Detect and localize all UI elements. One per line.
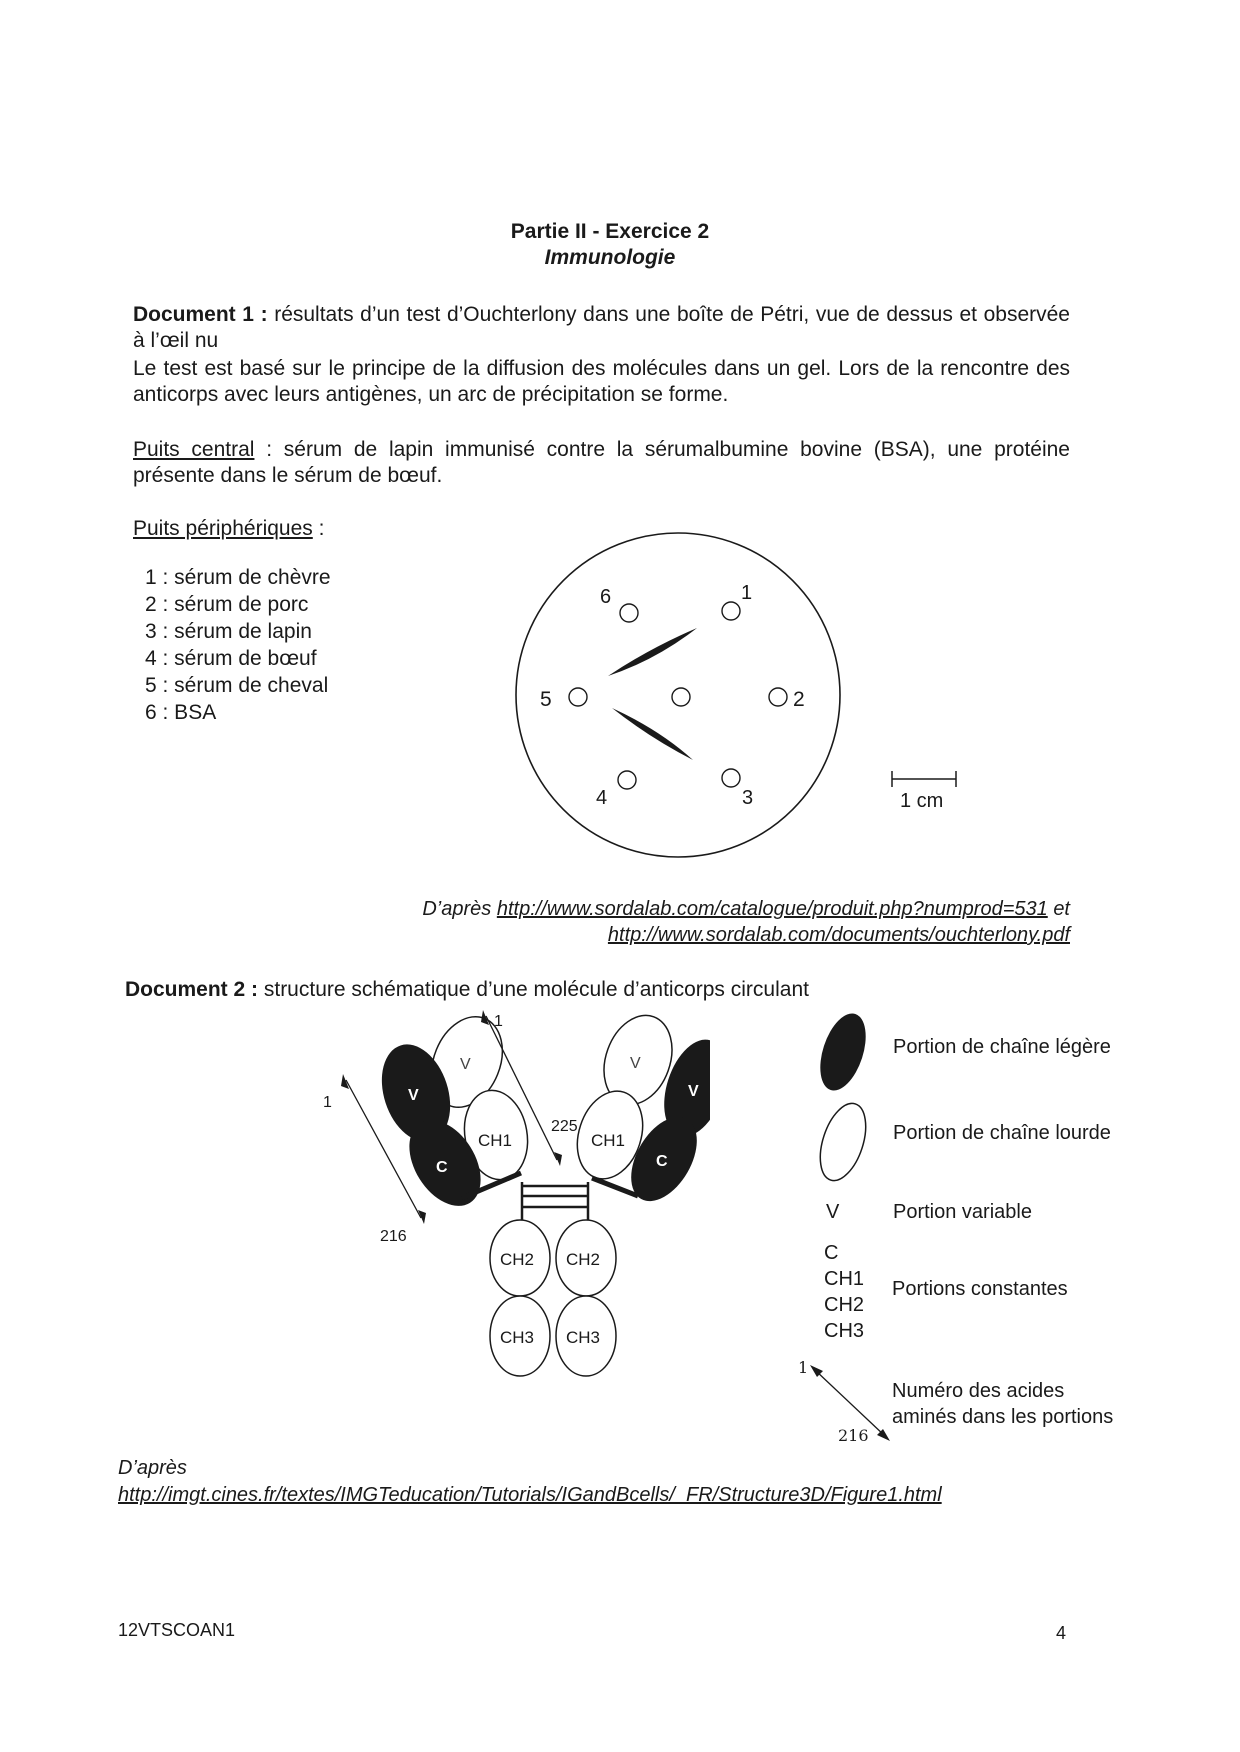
legend-ch3-symbol: CH3: [824, 1320, 865, 1342]
list-item: 3 : sérum de lapin: [145, 620, 312, 643]
wells-list: [145, 564, 331, 726]
legend-variable-label: Portion variable: [893, 1201, 1032, 1223]
legend-c-symbol: C: [824, 1242, 839, 1264]
label-ch2-left: CH2: [500, 1250, 535, 1269]
petri-dish-figure: [500, 530, 980, 870]
precipitation-arc-upper: [608, 628, 697, 676]
page-number: 4: [1056, 1623, 1067, 1643]
label-c-light-left: C: [436, 1159, 448, 1176]
peripheral-wells-colon: :: [312, 517, 325, 540]
list-item: 4 : sérum de bœuf: [145, 647, 317, 670]
well-1: [722, 602, 740, 620]
well-number-4: 4: [596, 787, 608, 809]
exercise-title: Partie II - Exercice 2: [510, 220, 710, 243]
doc1-caption: [133, 302, 1070, 354]
well-number-2: 2: [793, 688, 805, 711]
well-number-6: 6: [600, 586, 612, 608]
label-ch3-left: CH3: [500, 1328, 535, 1347]
doc1-source-link-1[interactable]: http://www.sordalab.com/catalogue/produit.php?numprod=531: [496, 898, 1048, 920]
central-well-label: Puits central: [133, 438, 255, 461]
list-item: 2 : sérum de porc: [145, 593, 309, 616]
petri-dish: [516, 533, 840, 857]
central-well: [672, 688, 690, 706]
footer-code: 12VTSCOAN1: [118, 1620, 236, 1640]
legend-heavy-chain-icon: [812, 1098, 870, 1186]
doc2-caption-text: structure schématique d’une molécule d’anticorps circulant: [263, 978, 809, 1001]
scale-label: 1 cm: [900, 790, 944, 812]
well-number-5: 5: [540, 688, 552, 711]
well-2: [769, 688, 787, 706]
list-item: 5 : sérum de cheval: [145, 674, 329, 697]
legend-arrow-start: 1: [798, 1358, 809, 1377]
label-v-heavy-right: V: [630, 1055, 641, 1072]
legend-light-chain-label: Portion de chaîne légère: [893, 1036, 1111, 1058]
doc1-source-link-2[interactable]: http://www.sordalab.com/documents/ouchterlony.pdf: [607, 924, 1070, 946]
doc1-caption-text: résultats d’un test d’Ouchterlony dans une boîte de Pétri, vue de dessus et observée à l’œil nu: [133, 303, 1070, 352]
legend-ch2-symbol: CH2: [824, 1294, 865, 1316]
doc1-source: [370, 898, 1070, 921]
legend-numbering-line2: aminés dans les portions: [892, 1406, 1114, 1428]
legend-arrow-end: 216: [838, 1426, 869, 1445]
legend-heavy-chain-label: Portion de chaîne lourde: [893, 1122, 1111, 1144]
doc1-label: Document 1 :: [133, 303, 268, 326]
label-ch3-right: CH3: [566, 1328, 601, 1347]
arrow-label-225-heavy: 225: [551, 1118, 578, 1135]
label-ch2-right: CH2: [566, 1250, 601, 1269]
central-well-desc: : sérum de lapin immunisé contre la sérumalbumine bovine (BSA), une protéine présente dans le sérum de bœuf.: [133, 438, 1070, 487]
label-ch1-left: CH1: [478, 1131, 513, 1150]
legend-numbering-line1: Numéro des acides: [892, 1380, 1065, 1402]
legend-constant-label: Portions constantes: [892, 1278, 1068, 1300]
doc1-source-prefix: D’après: [422, 898, 492, 920]
legend-v-symbol: V: [826, 1201, 840, 1223]
doc2-source-link[interactable]: http://imgt.cines.fr/textes/IMGTeducation/Tutorials/IGandBcells/_FR/Structure3D/Figure1.html: [118, 1484, 942, 1506]
doc2-source: [118, 1484, 942, 1507]
precipitation-arc-lower: [612, 708, 693, 760]
scale-bar: [892, 771, 956, 787]
antibody-diagram: [300, 1000, 710, 1400]
well-3: [722, 769, 740, 787]
well-5: [569, 688, 587, 706]
arrow-label-1-light: 1: [323, 1094, 332, 1111]
label-ch1-right: CH1: [591, 1131, 626, 1150]
legend-numbering-label: [892, 1378, 1113, 1430]
doc1-source-2: [370, 924, 1070, 947]
legend-ch1-symbol: CH1: [824, 1268, 865, 1290]
list-item: 1 : sérum de chèvre: [145, 566, 331, 589]
doc2-label: Document 2 :: [125, 978, 259, 1001]
arrow-label-1-heavy: 1: [494, 1013, 503, 1030]
label-c-light-right: C: [656, 1153, 668, 1170]
peripheral-wells-heading: [133, 516, 324, 542]
well-number-3: 3: [742, 787, 754, 809]
well-6: [620, 604, 638, 622]
central-well-text: [133, 437, 1070, 489]
well-4: [618, 771, 636, 789]
label-v-light-left: V: [408, 1087, 419, 1104]
doc1-source-joiner: et: [1053, 898, 1070, 920]
well-number-1: 1: [741, 582, 753, 604]
hinge-region: [522, 1182, 588, 1220]
label-v-heavy-left: V: [460, 1056, 471, 1073]
peripheral-wells-label: Puits périphériques: [133, 517, 313, 540]
legend-constant-symbols: [824, 1240, 864, 1344]
arrow-label-216-light: 216: [380, 1228, 407, 1245]
exercise-subtitle: Immunologie: [544, 246, 676, 269]
label-v-light-right: V: [688, 1083, 699, 1100]
doc1-description: Le test est basé sur le principe de la diffusion des molécules dans un gel. Lors de la rencontre des anticorps avec leurs antigènes, un arc de précipitation se forme.: [133, 357, 1070, 406]
disulfide-bond-right: [592, 1178, 638, 1196]
doc2-source-prefix: D’après: [118, 1457, 187, 1479]
legend-light-chain-icon: [812, 1008, 870, 1096]
list-item: 6 : BSA: [145, 701, 217, 724]
